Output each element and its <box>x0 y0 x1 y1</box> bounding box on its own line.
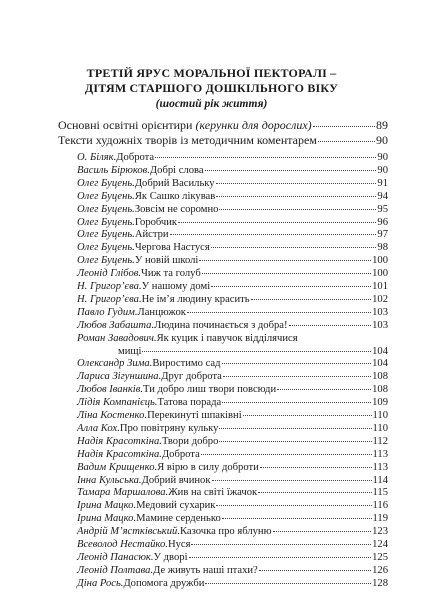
toc-entry[interactable] <box>77 268 388 281</box>
toc-entry[interactable] <box>77 204 388 217</box>
toc-entry[interactable] <box>77 475 388 488</box>
entry-author: Н. Григор’єва. <box>77 293 142 305</box>
entry-title: Добрий вчинок <box>141 474 211 486</box>
leader-dots <box>219 209 376 210</box>
entry-author: Н. Григор’єва. <box>77 281 142 292</box>
leader-dots <box>187 312 371 313</box>
toc-entry[interactable] <box>77 191 388 204</box>
toc-entry[interactable] <box>77 165 388 178</box>
page-number: 108 <box>372 371 388 383</box>
entry-title: Добрий Васильку <box>134 177 215 189</box>
toc-entry[interactable] <box>77 526 388 539</box>
page-number: 104 <box>372 358 388 370</box>
page-number: 91 <box>377 177 388 189</box>
entry-author: Любов Іванків. <box>77 384 143 396</box>
leader-dots <box>259 570 371 571</box>
page-number: 110 <box>372 422 388 434</box>
toc-entry[interactable] <box>77 217 388 230</box>
toc-section-title: Тексти художніх творів із методичним коментарем <box>58 133 317 147</box>
entry-title: Ти добро лиш твори повсюди <box>143 384 277 396</box>
entry-author: Леонід Панасюк. <box>77 551 154 563</box>
toc-entry[interactable] <box>118 346 388 359</box>
leader-dots <box>142 351 371 352</box>
leader-dots <box>178 222 376 223</box>
section-heading-line2: ДІТЯМ СТАРШОГО ДОШКІЛЬНОГО ВІКУ <box>84 81 339 95</box>
page-number: 101 <box>372 281 388 292</box>
entry-title: мищі <box>118 345 142 357</box>
entry-author: Олег Буцень. <box>77 255 135 267</box>
toc-entry[interactable] <box>77 358 388 371</box>
page-number: 110 <box>372 410 388 421</box>
entry-author: Алла Кох. <box>77 422 120 434</box>
toc-entry[interactable] <box>77 397 388 410</box>
leader-dots <box>201 454 372 455</box>
entry-title: Добрі слова <box>149 164 204 176</box>
page-number: 112 <box>372 435 388 447</box>
entry-author: Ірина Мацко. <box>77 513 137 525</box>
leader-dots <box>222 363 372 364</box>
leader-dots <box>277 389 371 390</box>
entry-author: Тамара Маршалова. <box>77 487 169 499</box>
page-number: 119 <box>372 513 388 525</box>
toc-entry[interactable] <box>77 539 388 552</box>
toc-entry[interactable] <box>77 487 388 500</box>
toc-entry[interactable] <box>77 449 388 462</box>
entry-title: Як куцик і павучок відділячися <box>156 332 298 344</box>
entry-author: Олег Буцень. <box>77 203 135 215</box>
leader-dots <box>211 247 377 248</box>
toc-entry[interactable] <box>77 565 388 578</box>
entry-title: Нуся <box>167 539 191 550</box>
toc-entry[interactable] <box>77 333 388 346</box>
entry-author: Олег Буцень. <box>77 190 135 202</box>
toc-entry[interactable] <box>77 152 388 165</box>
toc-section-texts[interactable] <box>58 133 388 148</box>
page-number: 103 <box>372 306 388 318</box>
page-number: 125 <box>372 551 388 563</box>
entry-title: У новій школі <box>134 255 199 267</box>
entry-author: Олег Буцень. <box>77 229 135 241</box>
entry-author: Леонід Полтава. <box>77 564 154 576</box>
section-heading-line1: ТРЕТІЙ ЯРУС МОРАЛЬНОЇ ПЕКТОРАЛІ – <box>86 66 337 80</box>
entry-title: Виростимо сад <box>152 358 221 370</box>
page-number: 89 <box>376 118 388 132</box>
toc-entry[interactable] <box>77 178 388 191</box>
leader-dots <box>219 441 371 442</box>
entry-author: Павло Гудим. <box>77 306 138 318</box>
leader-dots <box>260 467 372 468</box>
leader-dots <box>222 402 371 403</box>
entry-author: Любов Забашта. <box>77 319 155 331</box>
entry-author: Роман Завадович. <box>77 332 157 344</box>
entry-author: Олег Буцень. <box>77 242 135 254</box>
entry-author: Олександр Зима. <box>77 358 153 370</box>
toc-entry[interactable] <box>77 423 388 436</box>
leader-dots <box>170 234 377 235</box>
toc-entry[interactable] <box>77 307 388 320</box>
toc-entry[interactable] <box>77 500 388 513</box>
entry-title: Допомога дружби <box>123 577 205 589</box>
toc-section-guidelines[interactable] <box>58 118 388 133</box>
entry-author: Олег Буцень. <box>77 216 135 228</box>
entry-title: Як Сашко лікував <box>134 190 216 202</box>
page-number: 102 <box>372 293 388 305</box>
leader-dots <box>212 480 372 481</box>
entry-title: Доброта <box>161 448 200 460</box>
entry-author: Ліна Костенко. <box>77 410 148 421</box>
entry-title: Я вірю в силу доброти <box>157 461 259 473</box>
leader-dots <box>216 196 376 197</box>
entry-title: Доброта <box>116 152 155 163</box>
leader-dots <box>199 260 371 261</box>
page-number: 90 <box>377 152 388 163</box>
entry-title: Людина починається з добра! <box>154 319 288 331</box>
entry-author: Надія Красоткіна. <box>77 435 162 447</box>
page-number: 114 <box>372 474 388 486</box>
entry-author: Надія Красоткіна. <box>77 448 162 460</box>
toc-entry[interactable] <box>77 371 388 384</box>
leader-dots <box>189 557 372 558</box>
page-number: 97 <box>377 229 388 241</box>
entry-title: Жив на світі їжачок <box>168 487 258 499</box>
leader-dots <box>313 126 375 127</box>
leader-dots <box>273 531 372 532</box>
leader-dots <box>243 415 372 416</box>
leader-dots <box>205 170 377 171</box>
toc-entry[interactable] <box>77 229 388 242</box>
toc-entry[interactable] <box>77 320 388 333</box>
leader-dots <box>155 157 376 158</box>
leader-dots <box>318 141 375 142</box>
toc-entry[interactable] <box>77 242 388 255</box>
toc-entry[interactable] <box>77 294 388 307</box>
toc-entry[interactable] <box>77 281 388 294</box>
entry-author: Леонід Глібов. <box>77 268 141 280</box>
entry-title: Про повітряну кульку <box>119 422 219 434</box>
page-number: 128 <box>372 577 388 589</box>
page-number: 103 <box>372 319 388 331</box>
entry-title: Айстри <box>134 229 169 241</box>
toc-section-title: Основні освітні орієнтири (керунки для дорослих) <box>58 118 312 132</box>
leader-dots <box>216 505 371 506</box>
leader-dots <box>202 273 371 274</box>
toc-entry[interactable] <box>77 410 388 423</box>
leader-dots <box>289 325 372 326</box>
page-number: 113 <box>372 461 388 473</box>
leader-dots <box>211 286 371 287</box>
toc-entry[interactable] <box>77 462 388 475</box>
entry-title: Ланцюжок <box>137 306 186 318</box>
page-number: 108 <box>372 384 388 396</box>
entry-title: Друг доброта <box>161 371 222 383</box>
entry-author: Інна Кульська. <box>77 474 142 486</box>
leader-dots <box>219 428 371 429</box>
page-number: 95 <box>377 203 388 215</box>
entry-author: Лідія Компанієць. <box>77 397 158 409</box>
section-heading-subtitle: (шостий рік життя) <box>155 98 268 110</box>
toc-entry[interactable] <box>77 255 388 268</box>
page-number: 126 <box>372 564 388 576</box>
entry-title: У нашому домі <box>141 281 211 292</box>
page-number: 90 <box>377 164 388 176</box>
entry-title: Твори добро <box>161 435 219 447</box>
toc-entry[interactable] <box>77 513 388 526</box>
entry-author: Вадим Крищенко. <box>77 461 158 473</box>
leader-dots <box>216 183 377 184</box>
entry-author: Діна Рось. <box>77 577 124 589</box>
entry-title: Мамине серденько <box>136 513 221 525</box>
leader-dots <box>251 299 371 300</box>
entry-title: Татова порада <box>157 397 222 409</box>
leader-dots <box>258 492 371 493</box>
entry-title: Казочка про яблуню <box>179 526 272 538</box>
entry-title: Горобчик <box>134 216 178 228</box>
entry-title: Зовсім не соромно <box>134 203 219 215</box>
toc-entry[interactable] <box>77 436 388 449</box>
page-number: 123 <box>372 526 388 538</box>
entry-author: Лариса Зігуншина. <box>77 371 162 383</box>
leader-dots <box>223 376 371 377</box>
toc-entry[interactable] <box>77 384 388 397</box>
page-number: 100 <box>372 255 388 267</box>
toc-entry[interactable] <box>77 552 388 565</box>
toc-entry[interactable] <box>77 578 388 591</box>
entry-title: Медовий сухарик <box>136 500 216 512</box>
entry-title: У дворі <box>153 551 188 563</box>
entry-title: Чиж та голуб <box>141 268 201 280</box>
entry-author: Олег Буцень. <box>77 177 135 189</box>
page-number: 96 <box>377 216 388 228</box>
page-number: 90 <box>376 133 388 147</box>
leader-dots <box>191 544 371 545</box>
leader-dots <box>222 518 372 519</box>
page-number: 124 <box>372 539 388 550</box>
page-number: 116 <box>372 500 388 512</box>
entry-title: Де живуть наші птахи? <box>153 564 258 576</box>
page-number: 109 <box>372 397 388 409</box>
page-number: 98 <box>377 242 388 254</box>
leader-dots <box>205 583 371 584</box>
entry-author: Всеволод Нестайко. <box>77 539 168 550</box>
page-number: 100 <box>372 268 388 280</box>
page-number: 113 <box>372 448 388 460</box>
entry-title: Чергова Настуся <box>134 242 210 254</box>
entry-author: Андрій М’ястківський. <box>77 526 180 538</box>
page-number: 94 <box>377 190 388 202</box>
page-number: 104 <box>372 345 388 357</box>
entry-author: Ірина Мацко. <box>77 500 137 512</box>
entry-author: О. Біляк. <box>77 152 117 163</box>
entry-title: Не ім’я людину красить <box>141 293 250 305</box>
entry-title: Перекинуті шпаківні <box>147 410 242 421</box>
page-number: 115 <box>372 487 388 499</box>
entry-author: Василь Бірюков. <box>77 164 150 176</box>
